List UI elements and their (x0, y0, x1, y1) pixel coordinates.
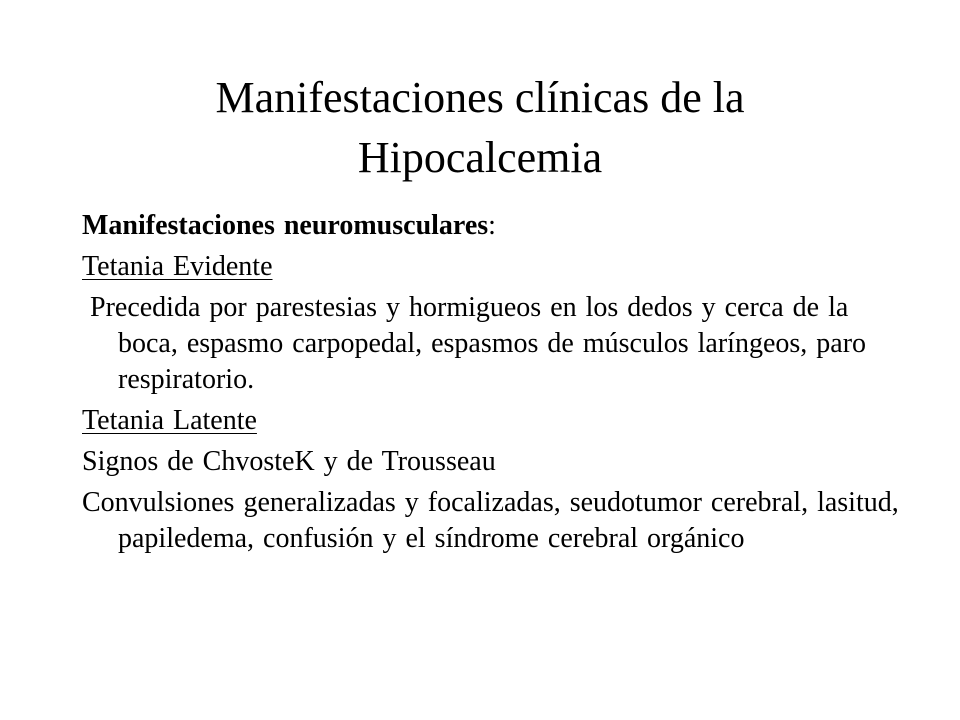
tetania-latente-label: Tetania Latente (82, 405, 257, 436)
tetania-latente-label-row (82, 403, 902, 439)
tetania-evidente-description: Precedida por parestesias y hormigueos en los dedos y cerca de la boca, espasmo carpopedal, espasmos de músculos laríngeos, paro respiratorio. (90, 292, 867, 395)
slide-body (82, 208, 902, 557)
signos-text: Signos de ChvosteK y de Trousseau (82, 446, 496, 477)
title-line-1: Manifestaciones clínicas de la (215, 73, 745, 122)
tetania-evidente-label-row (82, 249, 902, 285)
title-line-2: Hipocalcemia (357, 133, 603, 182)
section-heading-colon: : (488, 210, 496, 241)
section-heading (82, 208, 902, 244)
tetania-evidente-label: Tetania Evidente (82, 251, 273, 282)
convulsiones-text: Convulsiones generalizadas y focalizadas, seudotumor cerebral, lasitud, papiledema, confusión y el síndrome cerebral orgánico (82, 487, 899, 554)
slide-title (80, 68, 880, 188)
section-heading-bold: Manifestaciones neuromusculares (82, 210, 489, 241)
